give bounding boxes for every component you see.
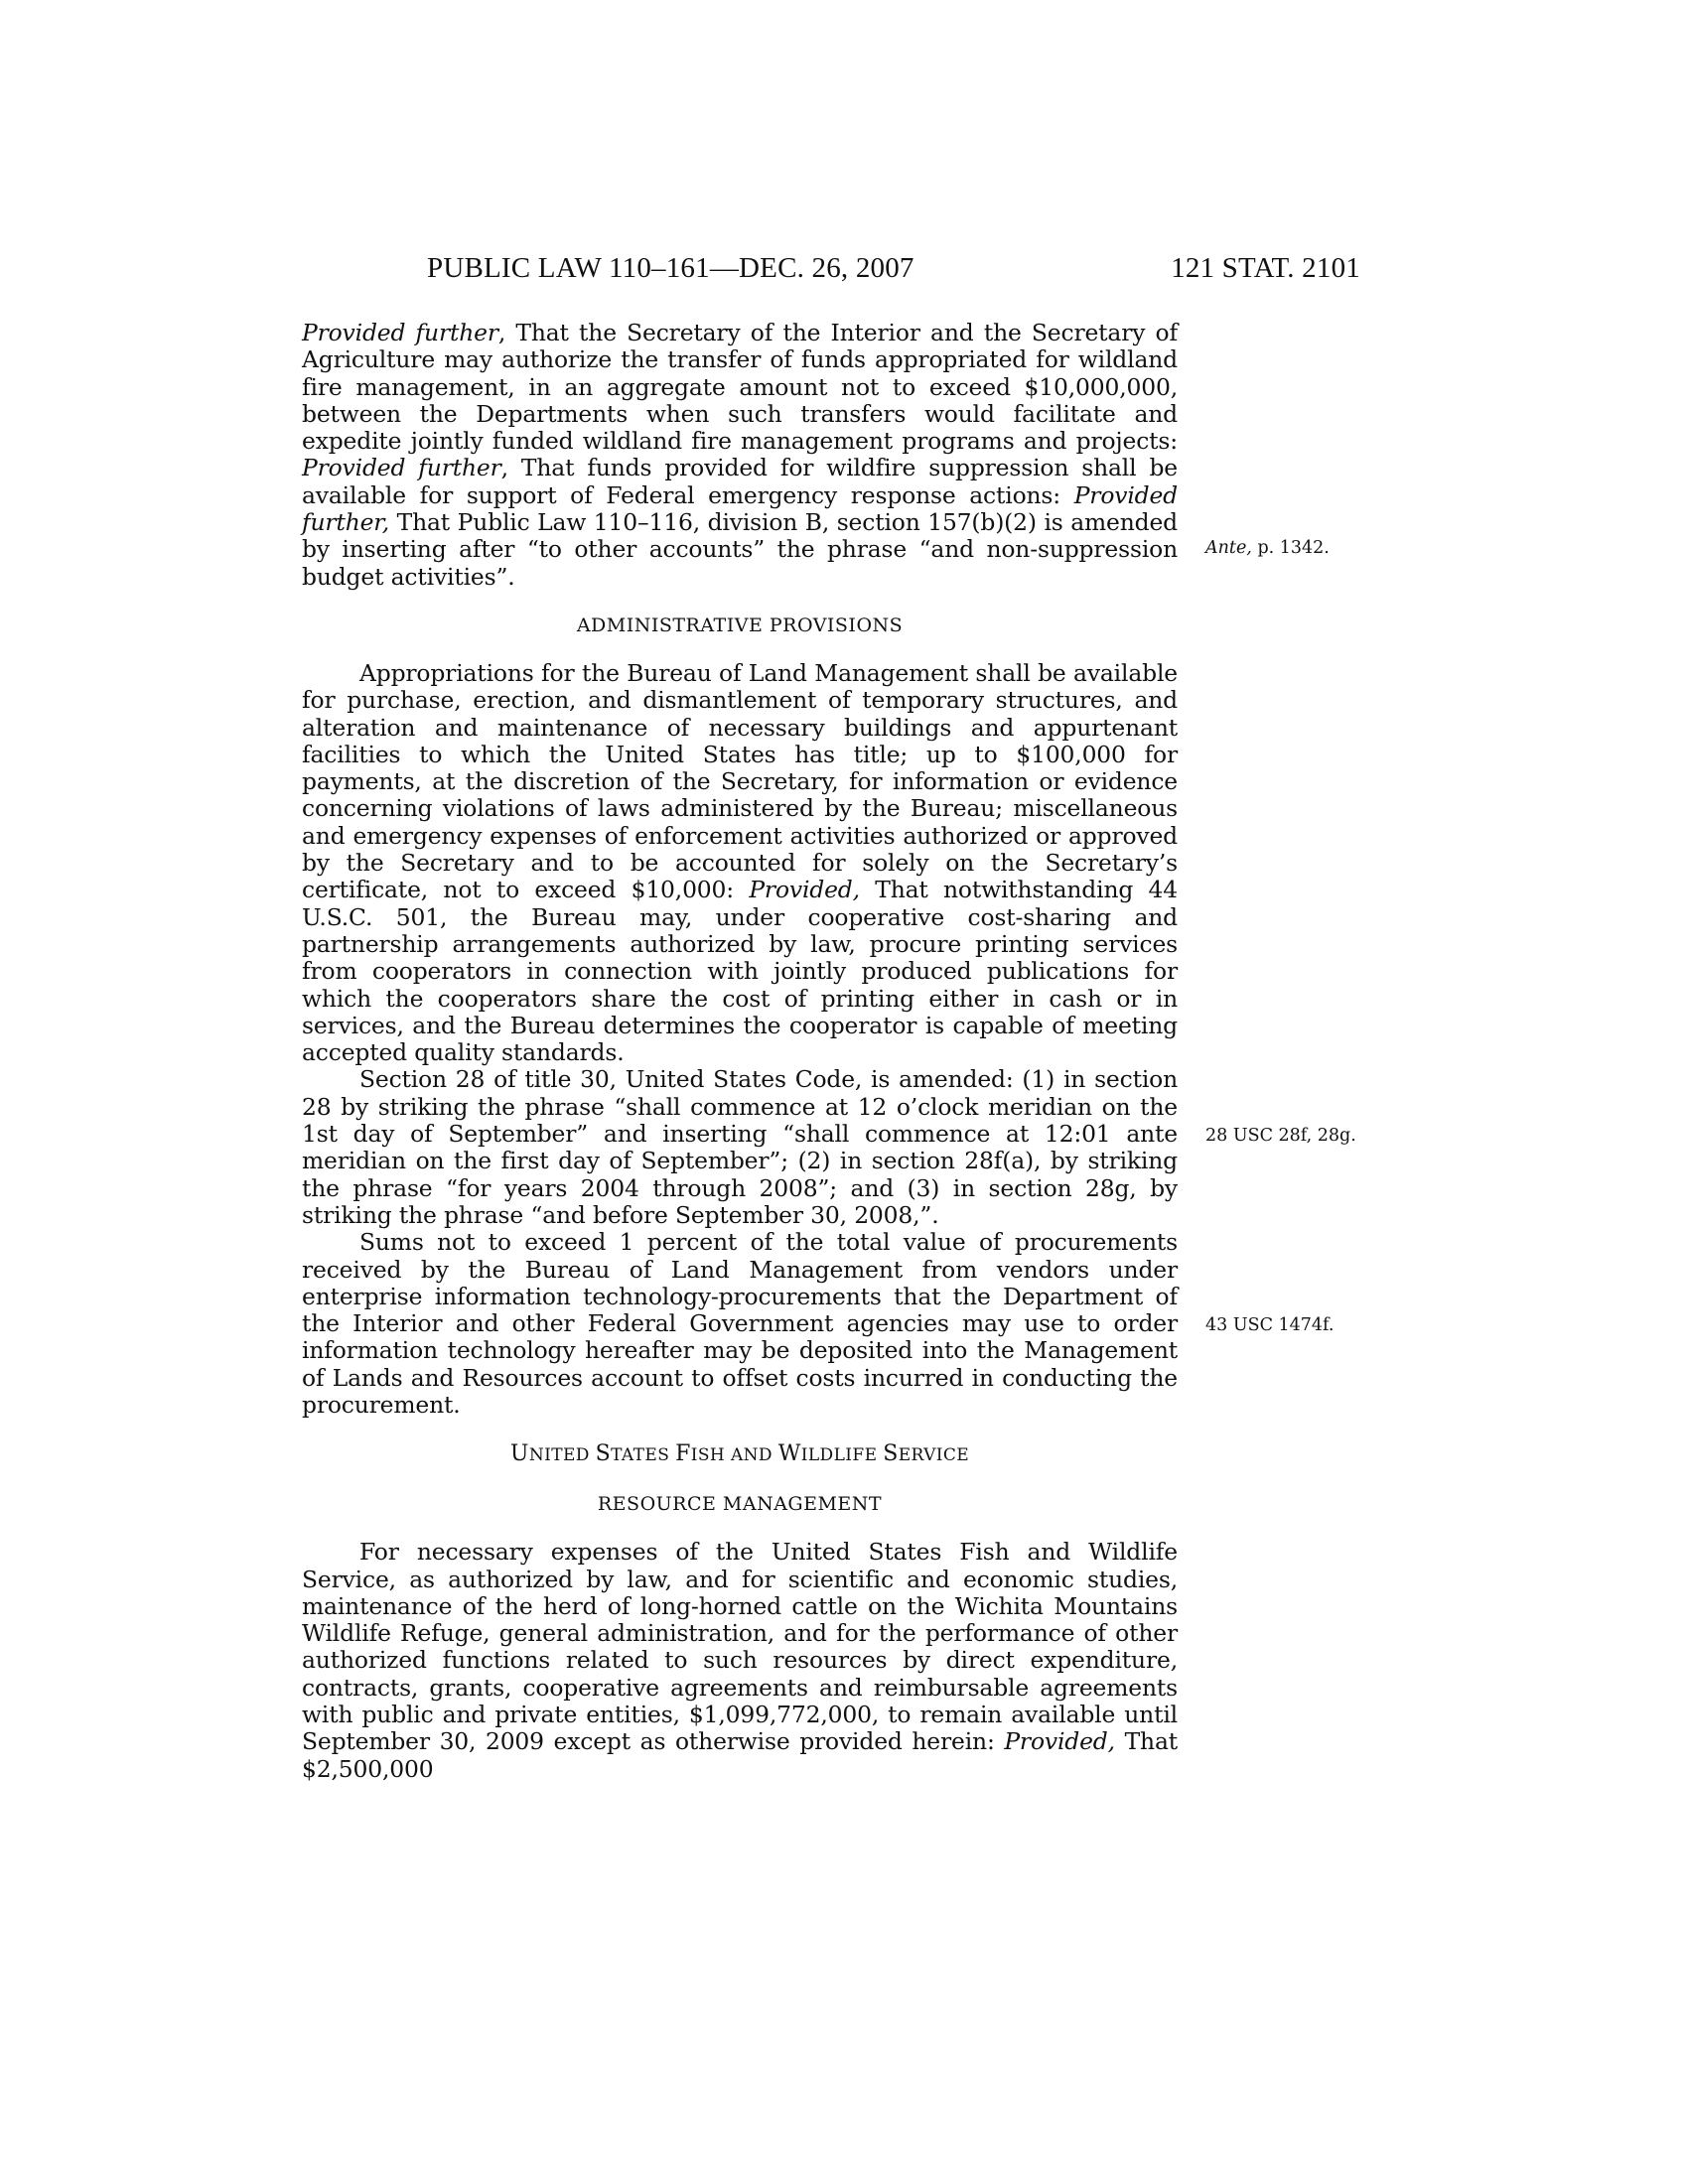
heading-letters: ISH AND: [690, 1445, 778, 1466]
paragraph-section-28-amendment: Section 28 of title 30, United States Code, is amended: (1) in section 28 by striking the phrase “shall commence at 12 o’clock meridian on the 1st day of September” and inserting “shall commence at 12:01 ante meridian on the first day of September”; (2) in section 28f(a), by striking the phrase “for years 2004 through 2008”; and (3) in section 28g, by striking the phrase “and before September 30, 2008,”.: [302, 1065, 1178, 1229]
provided-further-italic-2: Provided further: [302, 454, 501, 482]
paragraph-text: Appropriations for the Bureau of Land Management shall be available for purchase, erection, and dismantlement of temporary structures, and alteration and maintenance of necessary buildings and appurtenant facilities to which the United States has title; up to $100,000 for payments, at the discretion of the Secretary, for information or evidence concerning violations of laws administered by the Bureau; miscellaneous and emergency expenses of enforcement activities authorized or approved by the Secretary and to be accounted for solely on the Secretary’s certificate, not to exceed $10,000:: [302, 658, 1178, 904]
heading-resource-management: RESOURCE MANAGEMENT: [597, 1493, 883, 1516]
provided-italic: Provided,: [749, 876, 860, 904]
paragraph-text: That Public Law 110–116, division B, section 157(b)(2) is amended by inserting after “to other accounts” the phrase “and non-suppression budget activities”.: [302, 508, 1178, 591]
heading-letters: ILDLIFE: [800, 1445, 884, 1466]
heading-letter: U: [509, 1441, 529, 1467]
provided-further-italic-1: Provided further: [302, 319, 498, 346]
paragraph-blm-appropriations: [302, 660, 1178, 1066]
heading-letters: ERVICE: [898, 1445, 970, 1466]
statute-page-number: 121 STAT. 2101: [1171, 252, 1360, 284]
paragraph-text: That $2,500,000: [302, 1727, 1178, 1783]
margin-note-italic: Ante,: [1205, 538, 1252, 558]
heading-letters: NITED: [528, 1445, 596, 1466]
paragraph-text: , That the Secretary of the Interior and the Secretary of Agriculture may authorize the transfer of funds appropriated for wildland fire management, in an aggregate amount not to exceed $10,000,000, between the Departments when such transfers would facilitate and expedite jointly funded wildland fire management programs and projects:: [302, 319, 1178, 456]
margin-note-ante: [1205, 537, 1404, 559]
paragraph-provided-further: [302, 320, 1178, 591]
provided-italic: Provided,: [1004, 1727, 1115, 1756]
paragraph-text: , That funds provided for wildfire suppression shall be available for support of Federal emergency response actions:: [302, 454, 1178, 509]
paragraph-resource-management: [302, 1539, 1178, 1783]
body-text: [302, 320, 1178, 1783]
heading-fish-and-wildlife-service: [302, 1440, 1178, 1469]
paragraph-procurement-sums: Sums not to exceed 1 percent of the total value of procurements received by the Bureau of Land Management from vendors under enterprise information technology-procurements that the Department of the Interior and other Federal Government agencies may use to order information technology hereafter may be deposited into the Management of Lands and Resources account to offset costs incurred in conducting the procurement.: [302, 1228, 1178, 1419]
heading-letter: F: [675, 1441, 691, 1467]
margin-note-usc-43: 43 USC 1474f.: [1205, 1315, 1335, 1335]
provided-further-italic-3: Provided further,: [302, 480, 1178, 537]
margin-note-usc-28: 28 USC 28f, 28g.: [1205, 1126, 1356, 1146]
heading-letter: S: [595, 1441, 612, 1467]
paragraph-text: For necessary expenses of the United States Fish and Wildlife Service, as authorized by law, and for scientific and economic studies, maintenance of the herd of long-horned cattle on the Wichita Mountains Wildlife Refuge, general administration, and for the performance of other authorized functions related to such resources by direct expenditure, contracts, grants, cooperative agreements and reimbursable agreements with public and private entities, $1,099,772,000, to remain available until September 30, 2009 except as otherwise provided herein:: [302, 1538, 1178, 1756]
public-law-title: PUBLIC LAW 110–161—DEC. 26, 2007: [427, 252, 914, 284]
running-head: [0, 248, 1688, 288]
margin-note-text: p. 1342.: [1251, 538, 1330, 558]
heading-letter: W: [777, 1441, 801, 1467]
heading-letters: TATES: [611, 1445, 676, 1466]
paragraph-text: That notwithstanding 44 U.S.C. 501, the Bureau may, under cooperative cost-sharing and partnership arrangements authorized by law, procure printing services from cooperators in connection with jointly produced publications for which the cooperators share the cost of printing either in cash or in services, and the Bureau determines the cooperator is capable of meeting accepted quality standards.: [302, 876, 1178, 1067]
heading-administrative-provisions: ADMINISTRATIVE PROVISIONS: [576, 614, 904, 636]
heading-letter: S: [883, 1441, 899, 1467]
